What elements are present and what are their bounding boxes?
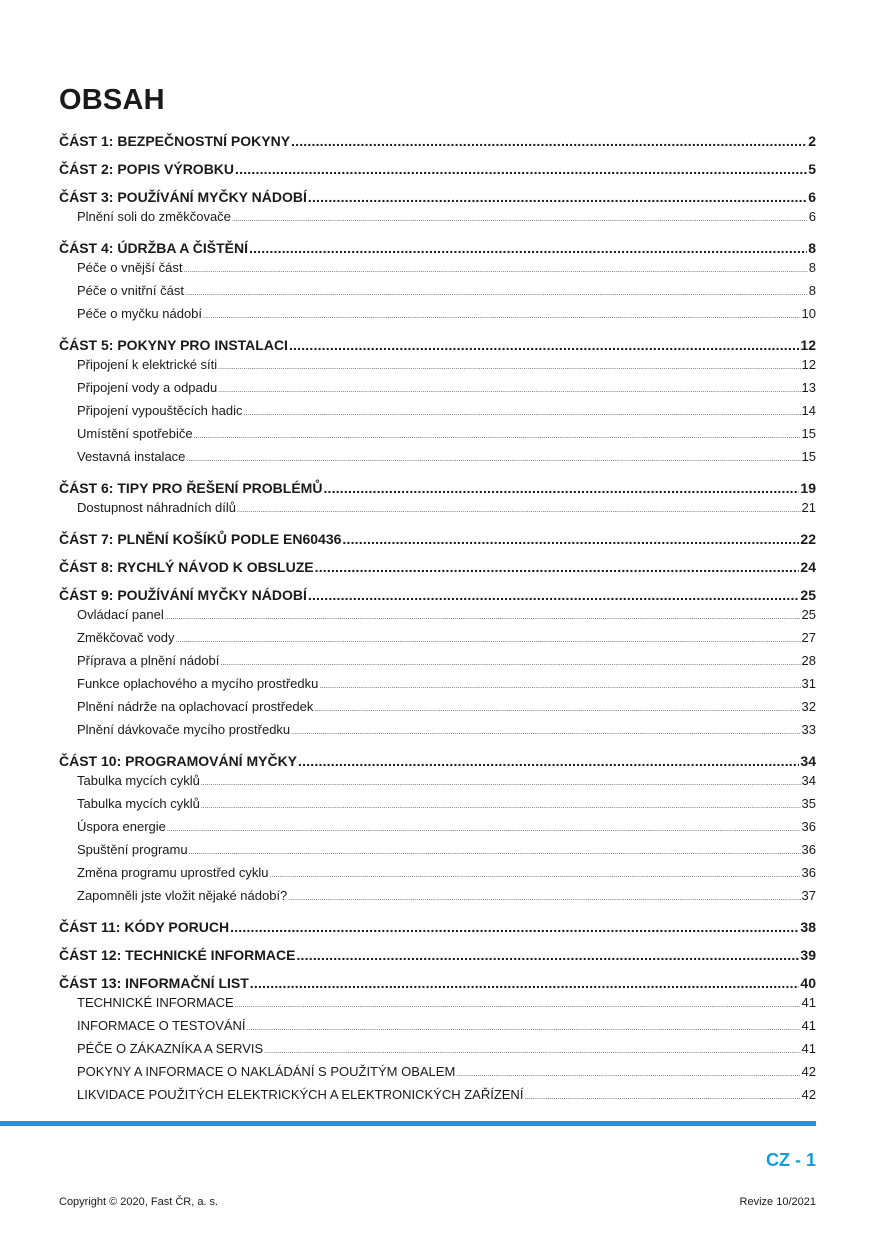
- toc-entry-page: 21: [801, 500, 816, 515]
- toc-entry[interactable]: [59, 498, 816, 521]
- toc-entry-label: Péče o vnější část: [77, 260, 183, 275]
- toc-entry-label: Dostupnost náhradních dílů: [77, 500, 236, 515]
- toc-entry[interactable]: [59, 720, 816, 743]
- dot-leader: [308, 585, 800, 605]
- dot-leader: [247, 1019, 801, 1039]
- toc-chapter-page: 39: [800, 947, 816, 963]
- toc-entry[interactable]: [59, 605, 816, 628]
- copyright-notice: Copyright © 2020, Fast ČR, a. s.: [59, 1196, 219, 1208]
- toc-entry[interactable]: [59, 840, 816, 863]
- page-number: CZ - 1: [765, 1150, 816, 1170]
- toc-chapter[interactable]: [59, 751, 816, 771]
- toc-entry-label: Příprava a plnění nádobí: [77, 653, 220, 668]
- toc-entry-label: Plnění dávkovače mycího prostředku: [77, 722, 291, 737]
- toc-entry-label: Péče o vnitřní část: [77, 283, 184, 298]
- toc-section: [59, 478, 816, 521]
- dot-leader: [201, 774, 801, 794]
- toc-entry-label: Tabulka mycích cyklů: [77, 796, 200, 811]
- toc-entry-page: 37: [801, 888, 816, 903]
- toc-entry-label: Vestavná instalace: [77, 449, 186, 464]
- toc-section: [59, 751, 816, 909]
- toc-chapter[interactable]: [59, 585, 816, 605]
- toc-chapter-page: 22: [800, 531, 816, 547]
- toc-entry-page: 36: [801, 865, 816, 880]
- toc-entry-label: LIKVIDACE POUŽITÝCH ELEKTRICKÝCH A ELEKTRONICKÝCH ZAŘÍZENÍ: [77, 1087, 524, 1102]
- dot-leader: [189, 843, 801, 863]
- toc-chapter-label: ČÁST 3: POUŽÍVÁNÍ MYČKY NÁDOBÍ: [59, 189, 307, 205]
- footer-divider: [0, 1121, 816, 1126]
- toc-entry-page: 34: [801, 773, 816, 788]
- dot-leader: [201, 797, 801, 817]
- toc-section: [59, 917, 816, 937]
- toc-entry[interactable]: [59, 304, 816, 327]
- toc-chapter-label: ČÁST 8: RYCHLÝ NÁVOD K OBSLUZE: [59, 559, 314, 575]
- toc-entry-label: Péče o myčku nádobí: [77, 306, 203, 321]
- toc-chapter[interactable]: [59, 131, 816, 151]
- toc-entry-label: Plnění soli do změkčovače: [77, 209, 231, 224]
- toc-entry-page: 25: [801, 607, 816, 622]
- toc-chapter[interactable]: [59, 159, 816, 179]
- dot-leader: [315, 557, 800, 577]
- dot-leader: [237, 501, 801, 521]
- dot-leader: [232, 210, 808, 230]
- dot-leader: [249, 238, 807, 258]
- dot-leader: [186, 450, 800, 470]
- dot-leader: [220, 654, 800, 674]
- toc-chapter-page: 25: [800, 587, 816, 603]
- toc-entry-label: Připojení k elektrické síti: [77, 357, 218, 372]
- toc-chapter-page: 2: [808, 133, 816, 149]
- toc-entry-page: 28: [801, 653, 816, 668]
- revision-label: Revize 10/2021: [739, 1196, 816, 1208]
- toc-entry[interactable]: [59, 863, 816, 886]
- toc-section: [59, 973, 816, 1108]
- toc-entry-page: 41: [801, 1041, 816, 1056]
- toc-entry[interactable]: [59, 1085, 816, 1108]
- toc-chapter-label: ČÁST 5: POKYNY PRO INSTALACI: [59, 337, 288, 353]
- page-title: OBSAH: [59, 84, 165, 116]
- toc-entry-label: Funkce oplachového a mycího prostředku: [77, 676, 319, 691]
- toc-entry-page: 41: [801, 995, 816, 1010]
- toc-chapter-page: 38: [800, 919, 816, 935]
- toc-chapter[interactable]: [59, 917, 816, 937]
- toc-entry-page: 32: [801, 699, 816, 714]
- toc-chapter[interactable]: [59, 335, 816, 355]
- dot-leader: [184, 261, 808, 281]
- toc-section: [59, 159, 816, 179]
- dot-leader: [167, 820, 801, 840]
- toc-entry-page: 12: [801, 357, 816, 372]
- toc-entry[interactable]: [59, 794, 816, 817]
- toc-entry-page: 36: [801, 842, 816, 857]
- toc-chapter-label: ČÁST 1: BEZPEČNOSTNÍ POKYNY: [59, 133, 291, 149]
- toc-entry-page: 41: [801, 1018, 816, 1033]
- toc-chapter[interactable]: [59, 973, 816, 993]
- toc-entry[interactable]: [59, 401, 816, 424]
- dot-leader: [342, 529, 799, 549]
- toc-chapter[interactable]: [59, 945, 816, 965]
- toc-entry-label: Umístění spotřebiče: [77, 426, 193, 441]
- toc-entry[interactable]: [59, 1062, 816, 1085]
- dot-leader: [269, 866, 800, 886]
- toc-chapter-label: ČÁST 9: POUŽÍVÁNÍ MYČKY NÁDOBÍ: [59, 587, 307, 603]
- toc-entry[interactable]: [59, 355, 816, 378]
- dot-leader: [289, 335, 799, 355]
- toc-chapter-page: 34: [800, 753, 816, 769]
- toc-section: [59, 945, 816, 965]
- toc-entry-page: 8: [808, 283, 816, 298]
- toc-chapter[interactable]: [59, 529, 816, 549]
- toc-chapter-label: ČÁST 2: POPIS VÝROBKU: [59, 161, 235, 177]
- toc-section: [59, 238, 816, 327]
- toc-entry-label: Změkčovač vody: [77, 630, 175, 645]
- toc-entry-label: Připojení vody a odpadu: [77, 380, 218, 395]
- toc-entry[interactable]: [59, 447, 816, 470]
- toc-chapter-label: ČÁST 4: ÚDRŽBA A ČIŠTĚNÍ: [59, 240, 248, 256]
- toc-section: [59, 529, 816, 549]
- toc-entry-page: 15: [801, 449, 816, 464]
- dot-leader: [250, 973, 800, 993]
- toc-section: [59, 131, 816, 151]
- toc-chapter-page: 6: [808, 189, 816, 205]
- dot-leader: [524, 1088, 800, 1108]
- toc-chapter-page: 5: [808, 161, 816, 177]
- toc-chapter-label: ČÁST 6: TIPY PRO ŘEŠENÍ PROBLÉMŮ: [59, 480, 323, 496]
- toc-chapter[interactable]: [59, 187, 816, 207]
- toc-entry-label: PÉČE O ZÁKAZNÍKA A SERVIS: [77, 1041, 264, 1056]
- toc-entry[interactable]: [59, 378, 816, 401]
- toc-entry[interactable]: [59, 674, 816, 697]
- toc-entry-label: Ovládací panel: [77, 607, 164, 622]
- toc-chapter-label: ČÁST 12: TECHNICKÉ INFORMACE: [59, 947, 296, 963]
- toc-entry-label: Změna programu uprostřed cyklu: [77, 865, 269, 880]
- toc-section: [59, 335, 816, 470]
- toc-section: [59, 585, 816, 743]
- toc-chapter[interactable]: [59, 238, 816, 258]
- dot-leader: [243, 404, 800, 424]
- table-of-contents: [59, 131, 816, 1116]
- toc-entry[interactable]: [59, 1039, 816, 1062]
- toc-entry-page: 42: [801, 1087, 816, 1102]
- dot-leader: [218, 381, 800, 401]
- dot-leader: [298, 751, 799, 771]
- toc-entry[interactable]: [59, 886, 816, 909]
- dot-leader: [235, 159, 807, 179]
- toc-entry-label: Připojení vypouštěcích hadic: [77, 403, 243, 418]
- toc-entry[interactable]: [59, 651, 816, 674]
- dot-leader: [176, 631, 801, 651]
- toc-entry-page: 10: [801, 306, 816, 321]
- toc-entry[interactable]: [59, 424, 816, 447]
- toc-entry[interactable]: [59, 281, 816, 304]
- toc-entry-label: TECHNICKÉ INFORMACE: [77, 995, 234, 1010]
- dot-leader: [194, 427, 801, 447]
- dot-leader: [319, 677, 800, 697]
- dot-leader: [218, 358, 800, 378]
- dot-leader: [456, 1065, 800, 1085]
- dot-leader: [203, 307, 801, 327]
- toc-entry-page: 33: [801, 722, 816, 737]
- toc-entry-page: 42: [801, 1064, 816, 1079]
- toc-chapter-label: ČÁST 13: INFORMAČNÍ LIST: [59, 975, 249, 991]
- dot-leader: [165, 608, 801, 628]
- toc-chapter-page: 19: [800, 480, 816, 496]
- toc-entry[interactable]: [59, 771, 816, 794]
- dot-leader: [291, 723, 800, 743]
- toc-chapter[interactable]: [59, 478, 816, 498]
- toc-chapter-label: ČÁST 7: PLNĚNÍ KOŠÍKŮ PODLE EN60436: [59, 531, 342, 547]
- toc-entry[interactable]: [59, 207, 816, 230]
- toc-chapter-page: 12: [800, 337, 816, 353]
- toc-section: [59, 557, 816, 577]
- toc-entry-page: 6: [808, 209, 816, 224]
- toc-chapter-page: 40: [800, 975, 816, 991]
- toc-entry-label: INFORMACE O TESTOVÁNÍ: [77, 1018, 246, 1033]
- toc-entry[interactable]: [59, 258, 816, 281]
- toc-entry-label: Tabulka mycích cyklů: [77, 773, 200, 788]
- toc-entry[interactable]: [59, 993, 816, 1016]
- toc-entry-label: Zapomněli jste vložit nějaké nádobí?: [77, 888, 288, 903]
- dot-leader: [308, 187, 807, 207]
- toc-chapter-page: 24: [800, 559, 816, 575]
- toc-entry[interactable]: [59, 1016, 816, 1039]
- toc-section: [59, 187, 816, 230]
- toc-chapter-label: ČÁST 10: PROGRAMOVÁNÍ MYČKY: [59, 753, 298, 769]
- dot-leader: [185, 284, 808, 304]
- dot-leader: [296, 945, 799, 965]
- toc-entry[interactable]: [59, 817, 816, 840]
- toc-entry-page: 31: [801, 676, 816, 691]
- toc-entry-label: Plnění nádrže na oplachovací prostředek: [77, 699, 314, 714]
- toc-entry-page: 35: [801, 796, 816, 811]
- dot-leader: [288, 889, 800, 909]
- dot-leader: [323, 478, 799, 498]
- toc-entry-label: Úspora energie: [77, 819, 166, 834]
- toc-entry-label: POKYNY A INFORMACE O NAKLÁDÁNÍ S POUŽITÝM OBALEM: [77, 1064, 456, 1079]
- toc-chapter-label: ČÁST 11: KÓDY PORUCH: [59, 919, 230, 935]
- toc-chapter[interactable]: [59, 557, 816, 577]
- dot-leader: [314, 700, 800, 720]
- toc-entry[interactable]: [59, 628, 816, 651]
- dot-leader: [264, 1042, 800, 1062]
- toc-entry-page: 14: [801, 403, 816, 418]
- toc-entry-page: 8: [808, 260, 816, 275]
- toc-entry-page: 36: [801, 819, 816, 834]
- dot-leader: [230, 917, 799, 937]
- toc-entry-page: 13: [801, 380, 816, 395]
- dot-leader: [291, 131, 807, 151]
- toc-entry-page: 15: [801, 426, 816, 441]
- toc-entry[interactable]: [59, 697, 816, 720]
- toc-entry-label: Spuštění programu: [77, 842, 188, 857]
- dot-leader: [235, 996, 801, 1016]
- toc-entry-page: 27: [801, 630, 816, 645]
- toc-chapter-page: 8: [808, 240, 816, 256]
